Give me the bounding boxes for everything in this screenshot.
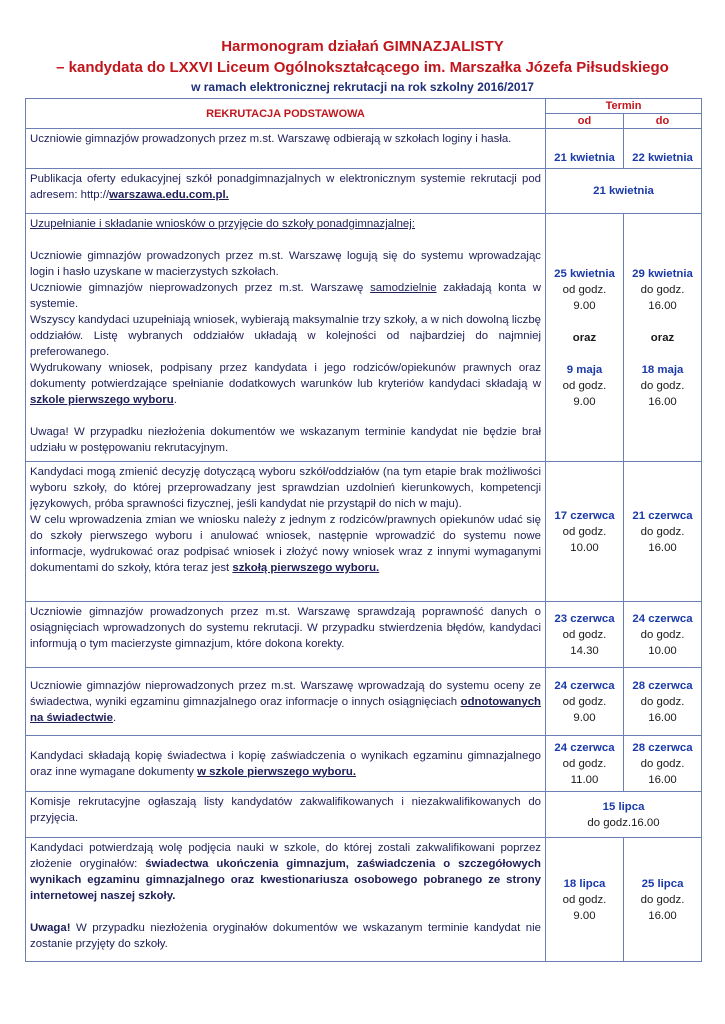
date-od: 23 czerwca od godz. 14.30 (546, 602, 624, 668)
date-od: 24 czerwca od godz. 9.00 (546, 668, 624, 736)
link-warszawa[interactable]: warszawa.edu.com.pl. (109, 189, 229, 201)
table-row (26, 462, 702, 602)
date-do: 21 czerwca do godz. 16.00 (624, 462, 702, 602)
header-do: do (624, 114, 702, 129)
table-row (26, 668, 702, 736)
header-rekrutacja: REKRUTACJA PODSTAWOWA (26, 99, 546, 129)
table-row (26, 129, 702, 169)
date-do: 28 czerwca do godz. 16.00 (624, 668, 702, 736)
row-description: Kandydaci składają kopię świadectwa i kopię zaświadczenia o wynikach egzaminu gimnazjalnego oraz inne wymagane dokumenty w szkole pierwszego wyboru. (26, 736, 546, 792)
date-od: 25 kwietnia od godz. 9.00 oraz 9 maja od godz. 9.00 (546, 214, 624, 462)
header-od: od (546, 114, 624, 129)
table-row (26, 792, 702, 838)
date-od: 17 czerwca od godz. 10.00 (546, 462, 624, 602)
date-single: 15 lipca do godz.16.00 (546, 792, 702, 838)
row-description: Uczniowie gimnazjów nieprowadzonych przez m.st. Warszawę wprowadzają do systemu oceny ze świadectwa, wyniki egzaminu gimnazjalnego oraz informacje o innych osiągnięciach odnotowanych na świadectwie. (26, 668, 546, 736)
schedule-table (25, 98, 702, 962)
section-heading: Uzupełnianie i składanie wniosków o przyjęcie do szkoły ponadgimnazjalnej: (30, 218, 415, 230)
row-description: Kandydaci potwierdzają wolę podjęcia nauki w szkole, do której zostali zakwalifikowani poprzez złożenie oryginałów: świadectwa ukończenia gimnazjum, zaświadczenia o szczegółowych wynikach egzaminu gimnazjalnego oraz kwestionariusza osobowego pobranego ze strony internetowej naszej szkoły. Uwaga! W przypadku niezłożenia oryginałów dokumentów we wskazanym terminie kandydat nie zostanie przyjęty do szkoły. (26, 838, 546, 962)
header-termin: Termin (546, 99, 702, 114)
title-line-2: – kandydata do LXXVI Liceum Ogólnokształcącego im. Marszałka Józefa Piłsudskiego (56, 59, 669, 76)
row-description: Kandydaci mogą zmienić decyzję dotyczącą wyboru szkół/oddziałów (na tym etapie brak możliwości wyboru szkoły, do której przeprowadzany jest sprawdzian uzdolnień kierunkowych, kompetencji językowych, próba sprawności fizycznej, jeśli kandydat nie przystąpił do nich w maju). W celu wprowadzenia zmian we wniosku należy z jednym z rodziców/prawnych opiekunów udać się do szkoły pierwszego wyboru i anulować wniosek, następnie wprowadzić do systemu nowe informacje, wydrukować oraz podpisać wniosek i złożyć nowy wniosek wraz z innymi wymaganymi dokumentami do szkoły, która teraz jest szkołą pierwszego wyboru. (26, 462, 546, 602)
date-do: 22 kwietnia (624, 129, 702, 169)
date-do: 24 czerwca do godz. 10.00 (624, 602, 702, 668)
date-od: 18 lipca od godz. 9.00 (546, 838, 624, 962)
date-single: 21 kwietnia (546, 169, 702, 214)
table-row (26, 838, 702, 962)
table-row (26, 736, 702, 792)
table-row (26, 169, 702, 214)
table-row (26, 214, 702, 462)
date-do: 25 lipca do godz. 16.00 (624, 838, 702, 962)
title-line-3: w ramach elektronicznej rekrutacji na rok szkolny 2016/2017 (191, 80, 534, 94)
date-od: 21 kwietnia (546, 129, 624, 169)
row-description: Publikacja oferty edukacyjnej szkół ponadgimnazjalnych w elektronicznym systemie rekrutacji pod adresem: http://warszawa.edu.com.pl. (26, 169, 546, 214)
title-line-1: Harmonogram działań GIMNAZJALISTY (221, 38, 504, 55)
date-do: 28 czerwca do godz. 16.00 (624, 736, 702, 792)
date-od: 24 czerwca od godz. 11.00 (546, 736, 624, 792)
row-description: Uczniowie gimnazjów prowadzonych przez m.st. Warszawę odbierają w szkołach loginy i hasła. (26, 129, 546, 169)
row-description: Uzupełnianie i składanie wniosków o przyjęcie do szkoły ponadgimnazjalnej: Uczniowie gimnazjów prowadzonych przez m.st. Warszawę logują się do systemu wprowadzając login i hasło uzyskane w macierzystych szkołach. Uczniowie gimnazjów nieprowadzonych przez m.st. Warszawę samodzielnie zakładają konta w systemie. Wszyscy kandydaci uzupełniają wniosek, wybierają maksymalnie trzy szkoły, a w nich dowolną liczbę oddziałów. Listę wybranych oddziałów układają w kolejności od najbardziej do najmniej preferowanego. Wydrukowany wniosek, podpisany przez kandydata i jego rodziców/opiekunów prawnych oraz dokumenty potwierdzające spełnianie dodatkowych warunków lub kryteriów kandydaci składają w szkole pierwszego wyboru. Uwaga! W przypadku niezłożenia dokumentów we wskazanym terminie kandydat nie będzie brał udziału w postępowaniu rekrutacyjnym. (26, 214, 546, 462)
table-row (26, 602, 702, 668)
row-description: Uczniowie gimnazjów prowadzonych przez m.st. Warszawę sprawdzają poprawność danych o osiągnięciach wprowadzonych do systemu rekrutacji. W przypadku stwierdzenia błędów, kandydaci informują o tym macierzyste gimnazjum, które dokona korekty. (26, 602, 546, 668)
table-header-row (26, 99, 702, 114)
date-do: 29 kwietnia do godz. 16.00 oraz 18 maja do godz. 16.00 (624, 214, 702, 462)
row-description: Komisje rekrutacyjne ogłaszają listy kandydatów zakwalifikowanych i niezakwalifikowanych do przyjęcia. (26, 792, 546, 838)
